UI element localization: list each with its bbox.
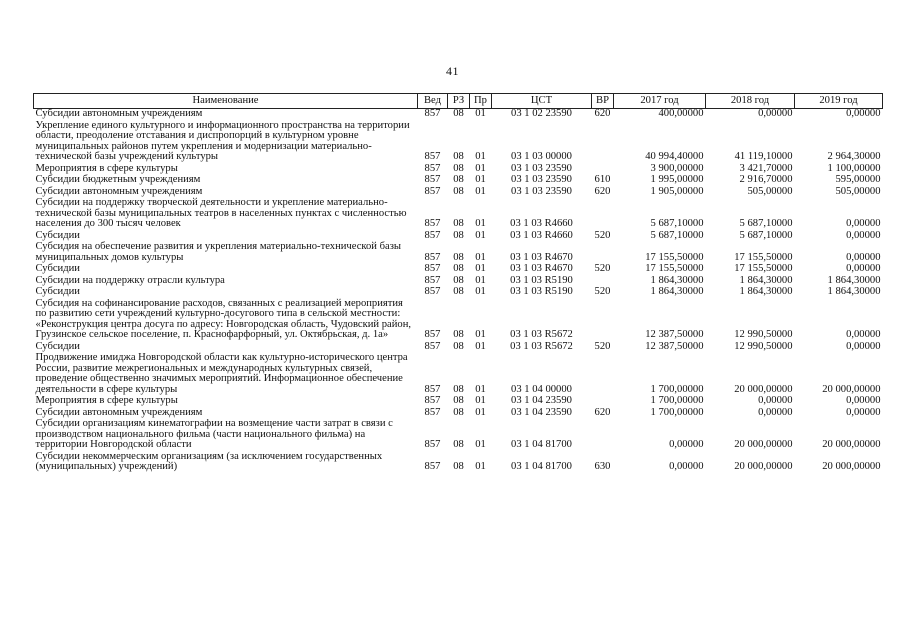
row-name: Субсидии: [35, 263, 80, 274]
header-rz: РЗ: [448, 94, 470, 109]
row-name: Мероприятия в сфере культуры: [35, 162, 178, 174]
row-name: Субсидии: [35, 286, 80, 297]
row-2019: 0,00000: [846, 108, 881, 119]
row-ved: 857: [424, 162, 441, 174]
row-ved: 857: [424, 340, 441, 352]
row-pr: 01: [475, 395, 486, 406]
header-cst: ЦСТ: [492, 94, 592, 109]
row-ved: 857: [424, 329, 441, 340]
row-pr: 01: [475, 229, 486, 241]
row-2017: 0,00000: [669, 461, 704, 472]
row-2019: 0,00000: [846, 218, 881, 229]
row-2018: 0,00000: [758, 395, 793, 406]
row-vr: 630: [594, 461, 611, 472]
row-cst: 03 1 03 R5190: [510, 274, 573, 286]
row-vr: 520: [594, 263, 611, 274]
row-pr: 01: [475, 218, 486, 229]
row-pr: 01: [475, 286, 486, 297]
row-name: Субсидии: [35, 229, 80, 241]
row-ved: 857: [424, 439, 441, 450]
row-2017: 40 994,40000: [645, 151, 704, 162]
row-cst: 03 1 04 23590: [511, 406, 572, 418]
header-name: Наименование: [34, 94, 418, 109]
row-pr: 01: [475, 274, 486, 286]
header-pr: Пр: [470, 94, 492, 109]
row-2018: 12 990,50000: [734, 340, 793, 352]
row-ved: 857: [424, 461, 441, 472]
row-name: Субсидии: [35, 340, 80, 352]
row-vr: [592, 353, 614, 396]
page-number: 41: [446, 64, 459, 78]
row-2017: 5 687,10000: [650, 229, 704, 241]
row-cst: 03 1 03 R4660: [510, 229, 573, 241]
row-ved: 857: [424, 406, 441, 418]
row-name: Субсидии автономным учреждениям: [35, 185, 203, 197]
row-2017: 12 387,50000: [645, 329, 704, 340]
row-2018: 1 864,30000: [739, 274, 793, 286]
row-rz: 08: [453, 329, 464, 340]
row-vr: [592, 242, 614, 264]
table-row: [34, 109, 883, 121]
row-rz: 08: [453, 151, 464, 162]
row-2018: 1 864,30000: [739, 286, 793, 297]
table-row: [34, 353, 883, 396]
row-vr: 620: [594, 406, 611, 418]
row-2017: 1 864,30000: [650, 274, 704, 286]
row-name: Субсидия на обеспечение развития и укрепления материально-технической базы муниципальных домов культуры: [35, 241, 402, 263]
row-cst: 03 1 03 00000: [511, 151, 572, 162]
row-ved: 857: [424, 274, 441, 286]
row-rz: 08: [453, 286, 464, 297]
row-cst: 03 1 04 81700: [511, 439, 572, 450]
row-rz: 08: [453, 274, 464, 286]
row-ved: 857: [424, 218, 441, 229]
row-2018: 20 000,00000: [734, 461, 793, 472]
row-2018: 5 687,10000: [739, 229, 793, 241]
row-pr: 01: [475, 174, 486, 185]
row-ved: 857: [424, 108, 441, 119]
row-cst: 03 1 03 23590: [511, 162, 572, 174]
row-rz: 08: [453, 461, 464, 472]
row-rz: 08: [453, 251, 464, 263]
row-2019: 1 864,30000: [827, 286, 881, 297]
row-vr: 620: [594, 185, 611, 197]
row-name: Мероприятия в сфере культуры: [35, 395, 178, 406]
row-name: Субсидии на поддержку отрасли культура: [35, 274, 225, 286]
header-ved: Вед: [418, 94, 448, 109]
row-2019: 0,00000: [846, 229, 881, 241]
row-2018: 12 990,50000: [734, 329, 793, 340]
row-pr: 01: [475, 406, 486, 418]
header-2019: 2019 год: [795, 94, 883, 109]
header-vr: ВР: [592, 94, 614, 109]
row-vr: [592, 419, 614, 452]
row-pr: 01: [475, 251, 486, 263]
row-rz: 08: [453, 162, 464, 174]
row-name: Субсидии автономным учреждениям: [35, 406, 203, 418]
table-row: [34, 264, 883, 276]
row-pr: 01: [475, 108, 486, 119]
row-ved: 857: [424, 174, 441, 185]
row-ved: 857: [424, 229, 441, 241]
row-pr: 01: [475, 151, 486, 162]
row-2017: 400,00000: [658, 108, 704, 119]
row-2019: 0,00000: [846, 340, 881, 352]
row-2018: 20 000,00000: [734, 383, 793, 395]
header-2018: 2018 год: [706, 94, 795, 109]
row-vr: 610: [594, 174, 611, 185]
row-2017: 17 155,50000: [645, 263, 704, 274]
row-ved: 857: [424, 286, 441, 297]
row-2019: 505,00000: [835, 185, 881, 197]
row-2019: 1 100,00000: [827, 162, 881, 174]
row-2017: 1 864,30000: [650, 286, 704, 297]
row-2018: 2 916,70000: [739, 174, 793, 185]
row-pr: 01: [475, 461, 486, 472]
row-name: Продвижение имиджа Новгородской области как культурно-исторического центра России, развитие межрегиональных и международных культурных связей, проведение общественно значимых мероприятий. Информационное обеспечение деятельности в сфере культуры: [35, 352, 408, 395]
row-cst: 03 1 04 23590: [511, 395, 572, 406]
row-pr: 01: [475, 185, 486, 197]
table-row: [34, 419, 883, 452]
row-2019: 20 000,00000: [822, 383, 881, 395]
row-2019: 595,00000: [835, 174, 881, 185]
table-row: [34, 121, 883, 164]
header-2017: 2017 год: [614, 94, 706, 109]
row-name: Укрепление единого культурного и информационного пространства на территории области, преодоление отставания и диспропорций в культурном уровне муниципальных районов путем укрепления и модернизации материально-технической базы учреждений культуры: [35, 119, 410, 162]
row-2019: 0,00000: [846, 263, 881, 274]
table-row: [34, 242, 883, 264]
row-pr: 01: [475, 329, 486, 340]
row-vr: [592, 396, 614, 408]
row-2018: 5 687,10000: [739, 218, 793, 229]
table-row: [34, 175, 883, 187]
row-2017: 1 700,00000: [650, 395, 704, 406]
row-cst: 03 1 03 23590: [511, 185, 572, 197]
row-pr: 01: [475, 162, 486, 174]
row-rz: 08: [453, 383, 464, 395]
table-row: [34, 452, 883, 473]
row-2019: 2 964,30000: [827, 151, 881, 162]
row-rz: 08: [453, 406, 464, 418]
row-2017: 0,00000: [669, 439, 704, 450]
row-rz: 08: [453, 185, 464, 197]
row-ved: 857: [424, 263, 441, 274]
row-2017: 1 905,00000: [650, 185, 704, 197]
row-2018: 3 421,70000: [739, 162, 793, 174]
row-ved: 857: [424, 185, 441, 197]
row-cst: 03 1 03 R4660: [510, 218, 573, 229]
row-2019: 1 864,30000: [827, 274, 881, 286]
row-rz: 08: [453, 340, 464, 352]
row-pr: 01: [475, 439, 486, 450]
row-cst: 03 1 03 R5190: [510, 286, 573, 297]
row-vr: 620: [594, 108, 611, 119]
row-vr: [592, 198, 614, 231]
row-ved: 857: [424, 251, 441, 263]
row-ved: 857: [424, 383, 441, 395]
row-2017: 12 387,50000: [645, 340, 704, 352]
row-rz: 08: [453, 218, 464, 229]
row-cst: 03 1 03 23590: [511, 174, 572, 185]
row-cst: 03 1 04 81700: [511, 461, 572, 472]
table-row: [34, 396, 883, 408]
row-ved: 857: [424, 395, 441, 406]
row-rz: 08: [453, 395, 464, 406]
row-2017: 1 700,00000: [650, 383, 704, 395]
row-2018: 20 000,00000: [734, 439, 793, 450]
row-2019: 20 000,00000: [822, 461, 881, 472]
row-2019: 20 000,00000: [822, 439, 881, 450]
row-cst: 03 1 03 R5672: [510, 340, 573, 352]
row-name: Субсидии некоммерческим организациям (за исключением государственных (муниципальных) учреждений): [35, 450, 383, 472]
row-cst: 03 1 02 23590: [511, 108, 572, 119]
row-2018: 41 119,10000: [734, 151, 793, 162]
row-name: Субсидия на софинансирование расходов, связанных с реализацией мероприятия по развитию сети учреждений культурно-досугового типа в сельской местности: «Реконструкция центра досуга по адресу: Новгородская область, Чудовский район, Грузинское сельское поселение, п. Краснофарфорный, ул. Октябрьская, д. 1а»: [35, 297, 412, 340]
row-2019: 0,00000: [846, 406, 881, 418]
row-vr: 520: [594, 229, 611, 241]
row-2018: 17 155,50000: [734, 263, 793, 274]
row-rz: 08: [453, 229, 464, 241]
row-rz: 08: [453, 439, 464, 450]
row-cst: 03 1 03 R4670: [510, 263, 573, 274]
row-ved: 857: [424, 151, 441, 162]
row-rz: 08: [453, 263, 464, 274]
row-2017: 1 995,00000: [650, 174, 704, 185]
row-name: Субсидии организациям кинематографии на возмещение части затрат в связи с производством национального фильма (части национального фильма) на территории Новгородской области: [35, 418, 393, 450]
row-vr: 520: [594, 286, 611, 297]
table-row: [34, 287, 883, 299]
row-pr: 01: [475, 263, 486, 274]
table-header-row: [34, 94, 883, 109]
row-cst: 03 1 03 R5672: [510, 329, 573, 340]
row-2019: 0,00000: [846, 329, 881, 340]
table-row: [34, 198, 883, 231]
row-vr: 520: [594, 340, 611, 352]
row-rz: 08: [453, 108, 464, 119]
row-name: Субсидии автономным учреждениям: [35, 108, 203, 119]
row-rz: 08: [453, 174, 464, 185]
row-cst: 03 1 03 R4670: [510, 251, 573, 263]
row-vr: [592, 121, 614, 164]
row-2017: 1 700,00000: [650, 406, 704, 418]
row-vr: [592, 299, 614, 342]
row-name: Субсидии бюджетным учреждениям: [35, 174, 201, 185]
row-pr: 01: [475, 383, 486, 395]
row-2019: 0,00000: [846, 251, 881, 263]
row-2017: 3 900,00000: [650, 162, 704, 174]
row-2018: 0,00000: [758, 406, 793, 418]
table-body: [34, 109, 883, 473]
row-pr: 01: [475, 340, 486, 352]
row-name: Субсидии на поддержку творческой деятельности и укрепление материально-технической базы муниципальных театров в населенных пунктах с численностью населения до 300 тысяч человек: [35, 197, 407, 229]
row-2018: 0,00000: [758, 108, 793, 119]
row-2017: 5 687,10000: [650, 218, 704, 229]
table-row: [34, 299, 883, 342]
row-2017: 17 155,50000: [645, 251, 704, 263]
row-2018: 505,00000: [747, 185, 793, 197]
budget-table: [33, 93, 883, 473]
row-2018: 17 155,50000: [734, 251, 793, 263]
row-cst: 03 1 04 00000: [511, 383, 572, 395]
row-2019: 0,00000: [846, 395, 881, 406]
